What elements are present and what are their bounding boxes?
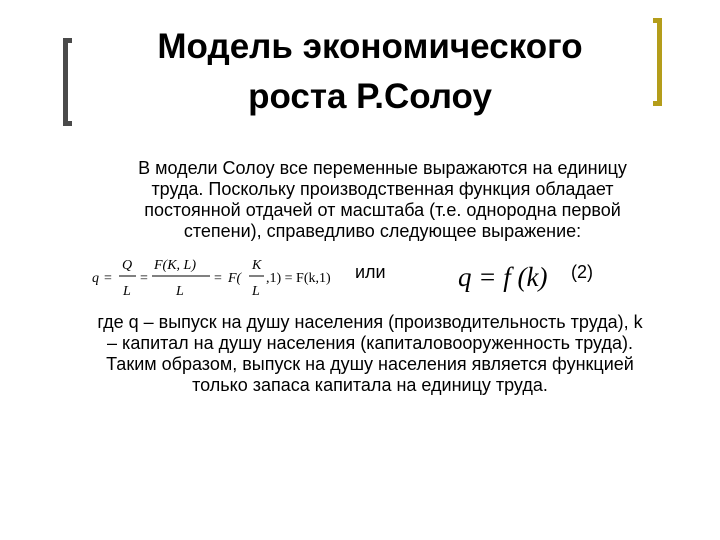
title-line-2: роста Р.Солоу (248, 77, 492, 116)
description-paragraph (40, 312, 700, 396)
formula-K: K (252, 258, 262, 273)
title-line-1: Модель экономического (157, 27, 583, 66)
formula-L-2: L (176, 284, 184, 299)
slide-title (90, 22, 650, 122)
formula-connector: или (355, 262, 386, 282)
formula-number: (2) (571, 262, 593, 282)
desc-line-4: только запаса капитала на единицу труда. (192, 375, 548, 395)
formula-area (0, 250, 720, 310)
main-formula (458, 250, 568, 300)
formula-Q: Q (122, 258, 133, 273)
intro-line-2: труда. Поскольку производственная функция обладает (151, 179, 614, 199)
desc-line-3: Таким образом, выпуск на душу населения является функцией (106, 354, 634, 374)
formula-eq-1: = (104, 271, 112, 286)
formula-tail: ,1) = F(k,1) (266, 271, 331, 286)
right-bracket-decoration (653, 18, 662, 106)
intro-paragraph (95, 158, 670, 242)
formula-eq-2: = (140, 271, 148, 286)
homogeneity-formula (92, 250, 372, 306)
intro-line-4: степени), справедливо следующее выражение: (183, 221, 582, 241)
intro-line-1: В модели Солоу все переменные выражаются на единицу (138, 158, 627, 178)
formula-L-1: L (123, 284, 131, 299)
main-formula-text: q = f (k) (458, 262, 548, 292)
formula-F-open: F( (228, 271, 242, 286)
desc-line-1: где q – выпуск на душу населения (производительность труда), k (97, 312, 643, 332)
formula-eq-3: = (214, 271, 222, 286)
formula-L-3: L (252, 284, 260, 299)
left-bracket-decoration (63, 38, 72, 126)
intro-line-3: постоянной отдачей от масштаба (т.е. однородна первой (144, 200, 621, 220)
desc-line-2: – капитал на душу населения (капиталовооруженность труда). (107, 333, 633, 353)
formula-FKL: F(K, L) (154, 258, 196, 273)
formula-q: q (92, 271, 99, 286)
